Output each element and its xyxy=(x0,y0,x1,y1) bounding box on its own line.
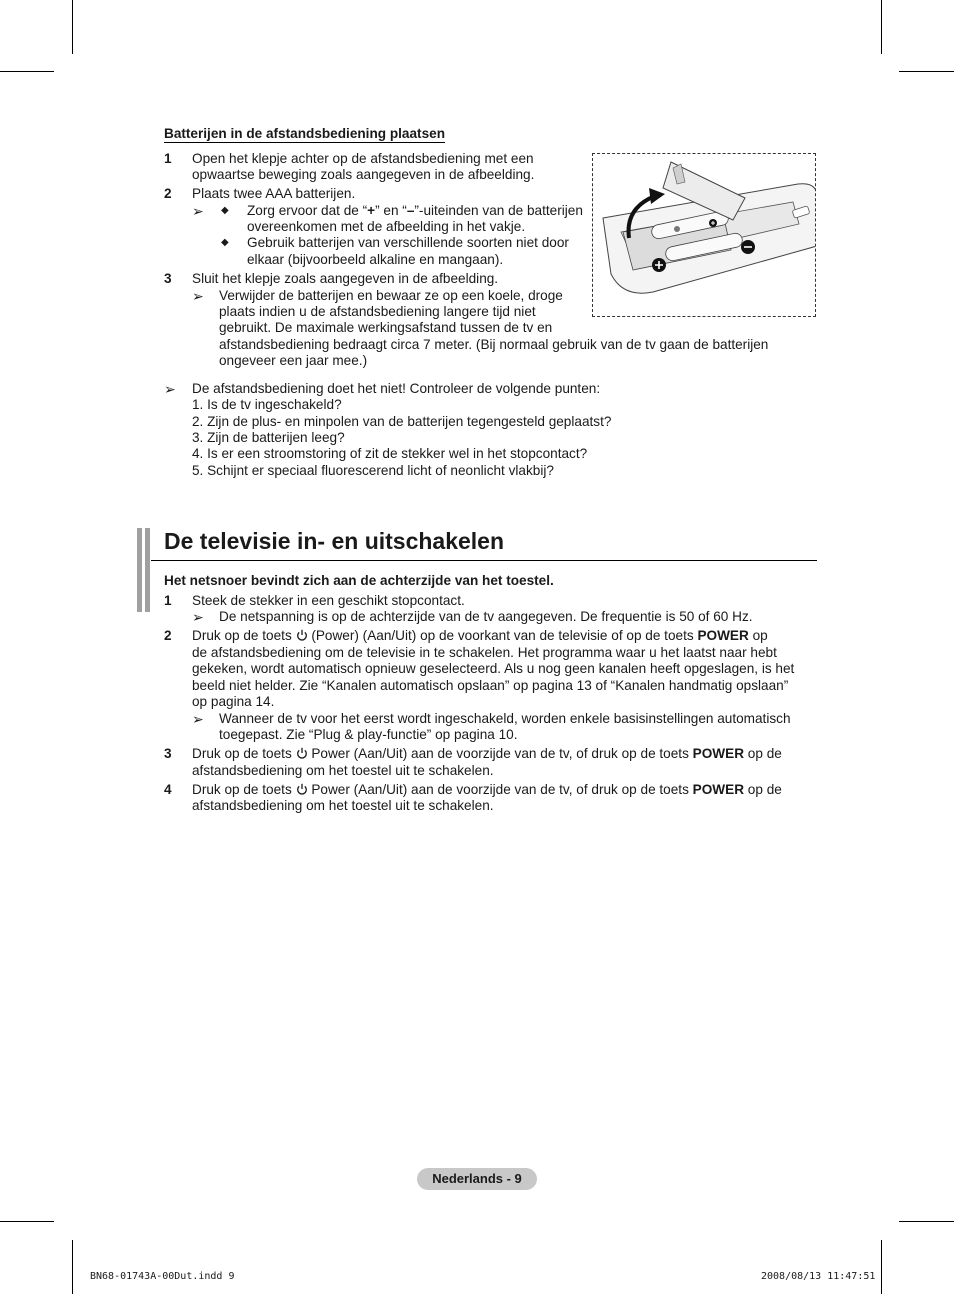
step2-note1: Zorg ervoor dat de “+” en “–”-uiteinden van de batterijen xyxy=(247,203,583,218)
power-step4: afstandsbediening om het toestel uit te schakelen. xyxy=(192,798,494,813)
troubleshoot-text: De afstandsbediening doet het niet! Controleer de volgende punten: xyxy=(192,381,601,396)
crop-mark xyxy=(72,0,73,54)
slug-datetime: 2008/08/13 11:47:51 xyxy=(761,1271,876,1282)
power-step2-note: Wanneer de tv voor het eerst wordt ingeschakeld, worden enkele basisinstellingen automatisch xyxy=(219,711,791,726)
diamond-bullet-icon: ◆ xyxy=(221,205,229,216)
page-number-label: Nederlands - 9 xyxy=(417,1168,537,1190)
crop-mark xyxy=(899,71,954,72)
power-step2: op pagina 14. xyxy=(192,694,275,709)
crop-mark xyxy=(0,1221,54,1222)
troubleshoot-item: 3. Zijn de batterijen leeg? xyxy=(192,430,345,445)
step3-note: gebruikt. De maximale werkingsafstand tussen de tv en xyxy=(219,320,553,335)
step3-note: ongeveer een jaar mee.) xyxy=(219,353,368,368)
remote-battery-illustration xyxy=(593,154,816,317)
power-icon xyxy=(296,747,308,759)
crop-mark xyxy=(72,1240,73,1294)
step3-text: Sluit het klepje zoals aangegeven in de afbeelding. xyxy=(192,271,499,286)
crop-mark xyxy=(0,71,54,72)
troubleshoot-item: 2. Zijn de plus- en minpolen van de batterijen tegengesteld geplaatst? xyxy=(192,414,612,429)
power-step1: Steek de stekker in een geschikt stopcontact. xyxy=(192,593,465,608)
power-step2: gekeken, wordt automatisch opnieuw geselecteerd. Als u nog geen kanalen heeft opgeslagen, is het xyxy=(192,661,795,676)
step-number: 3 xyxy=(164,271,172,286)
crop-mark xyxy=(899,1221,954,1222)
step2-note2: elkaar (bijvoorbeeld alkaline en mangaan). xyxy=(247,252,504,267)
crop-mark xyxy=(881,0,882,54)
power-step2-note: toegepast. Zie “Plug & play-functie” op pagina 10. xyxy=(219,727,518,742)
step3-note: plaats indien u de afstandsbediening langere tijd niet xyxy=(219,304,536,319)
step-number: 2 xyxy=(164,186,172,201)
section-bar xyxy=(145,528,150,612)
power-step3: Druk op de toets Power (Aan/Uit) aan de voorzijde van de tv, of druk op de toets POWER op de xyxy=(192,746,782,761)
step3-note: Verwijder de batterijen en bewaar ze op een koele, droge xyxy=(219,288,563,303)
section-title: De televisie in- en uitschakelen xyxy=(164,528,505,554)
step-number: 1 xyxy=(164,151,172,166)
step-number: 1 xyxy=(164,593,172,608)
troubleshoot-item: 5. Schijnt er speciaal fluorescerend licht of neonlicht vlakbij? xyxy=(192,463,554,478)
step-number: 4 xyxy=(164,782,172,797)
note-arrow-icon: ➢ xyxy=(192,203,204,219)
step1-text: Open het klepje achter op de afstandsbediening met een xyxy=(192,151,534,166)
note-arrow-icon: ➢ xyxy=(192,288,204,304)
power-step1-note: De netspanning is op de achterzijde van de tv aangegeven. De frequentie is 50 of 60 Hz. xyxy=(219,609,753,624)
diamond-bullet-icon: ◆ xyxy=(221,237,229,248)
troubleshoot-item: 1. Is de tv ingeschakeld? xyxy=(192,397,342,412)
power-step4: Druk op de toets Power (Aan/Uit) aan de voorzijde van de tv, of druk op de toets POWER op de xyxy=(192,782,782,797)
step2-note2: Gebruik batterijen van verschillende soorten niet door xyxy=(247,235,569,250)
power-intro: Het netsnoer bevindt zich aan de achterzijde van het toestel. xyxy=(164,573,554,588)
power-icon xyxy=(296,629,308,641)
note-arrow-icon: ➢ xyxy=(192,711,204,727)
section-bar xyxy=(137,528,142,612)
step-number: 3 xyxy=(164,746,172,761)
power-step2: Druk op de toets (Power) (Aan/Uit) op de voorkant van de televisie of op de toets POWER op xyxy=(192,628,768,643)
troubleshoot-item: 4. Is er een stroomstoring of zit de stekker wel in het stopcontact? xyxy=(192,446,588,461)
step3-note: afstandsbediening bedraagt circa 7 meter. (Bij normaal gebruik van de tv gaan de batterijen xyxy=(219,337,769,352)
note-arrow-icon: ➢ xyxy=(192,609,204,625)
note-arrow-icon: ➢ xyxy=(164,381,176,397)
power-icon xyxy=(296,783,308,795)
power-step3: afstandsbediening om het toestel uit te schakelen. xyxy=(192,763,494,778)
power-step2: de afstandsbediening om de televisie in te schakelen. Het programma waar u het laatst naar hebt xyxy=(192,645,777,660)
power-step2: beeld niet helder. Zie “Kanalen automatisch opslaan” op pagina 13 of “Kanalen handmatig opslaan” xyxy=(192,678,789,693)
crop-mark xyxy=(881,1240,882,1294)
step-number: 2 xyxy=(164,628,172,643)
section-divider xyxy=(151,560,817,561)
battery-heading: Batterijen in de afstandsbediening plaatsen xyxy=(164,126,445,141)
battery-figure xyxy=(592,153,816,317)
step2-note1: overeenkomen met de afbeelding in het vakje. xyxy=(247,219,526,234)
slug-filename: BN68-01743A-00Dut.indd 9 xyxy=(90,1271,235,1282)
step2-text: Plaats twee AAA batterijen. xyxy=(192,186,356,201)
step1-text: opwaartse beweging zoals aangegeven in de afbeelding. xyxy=(192,167,535,182)
